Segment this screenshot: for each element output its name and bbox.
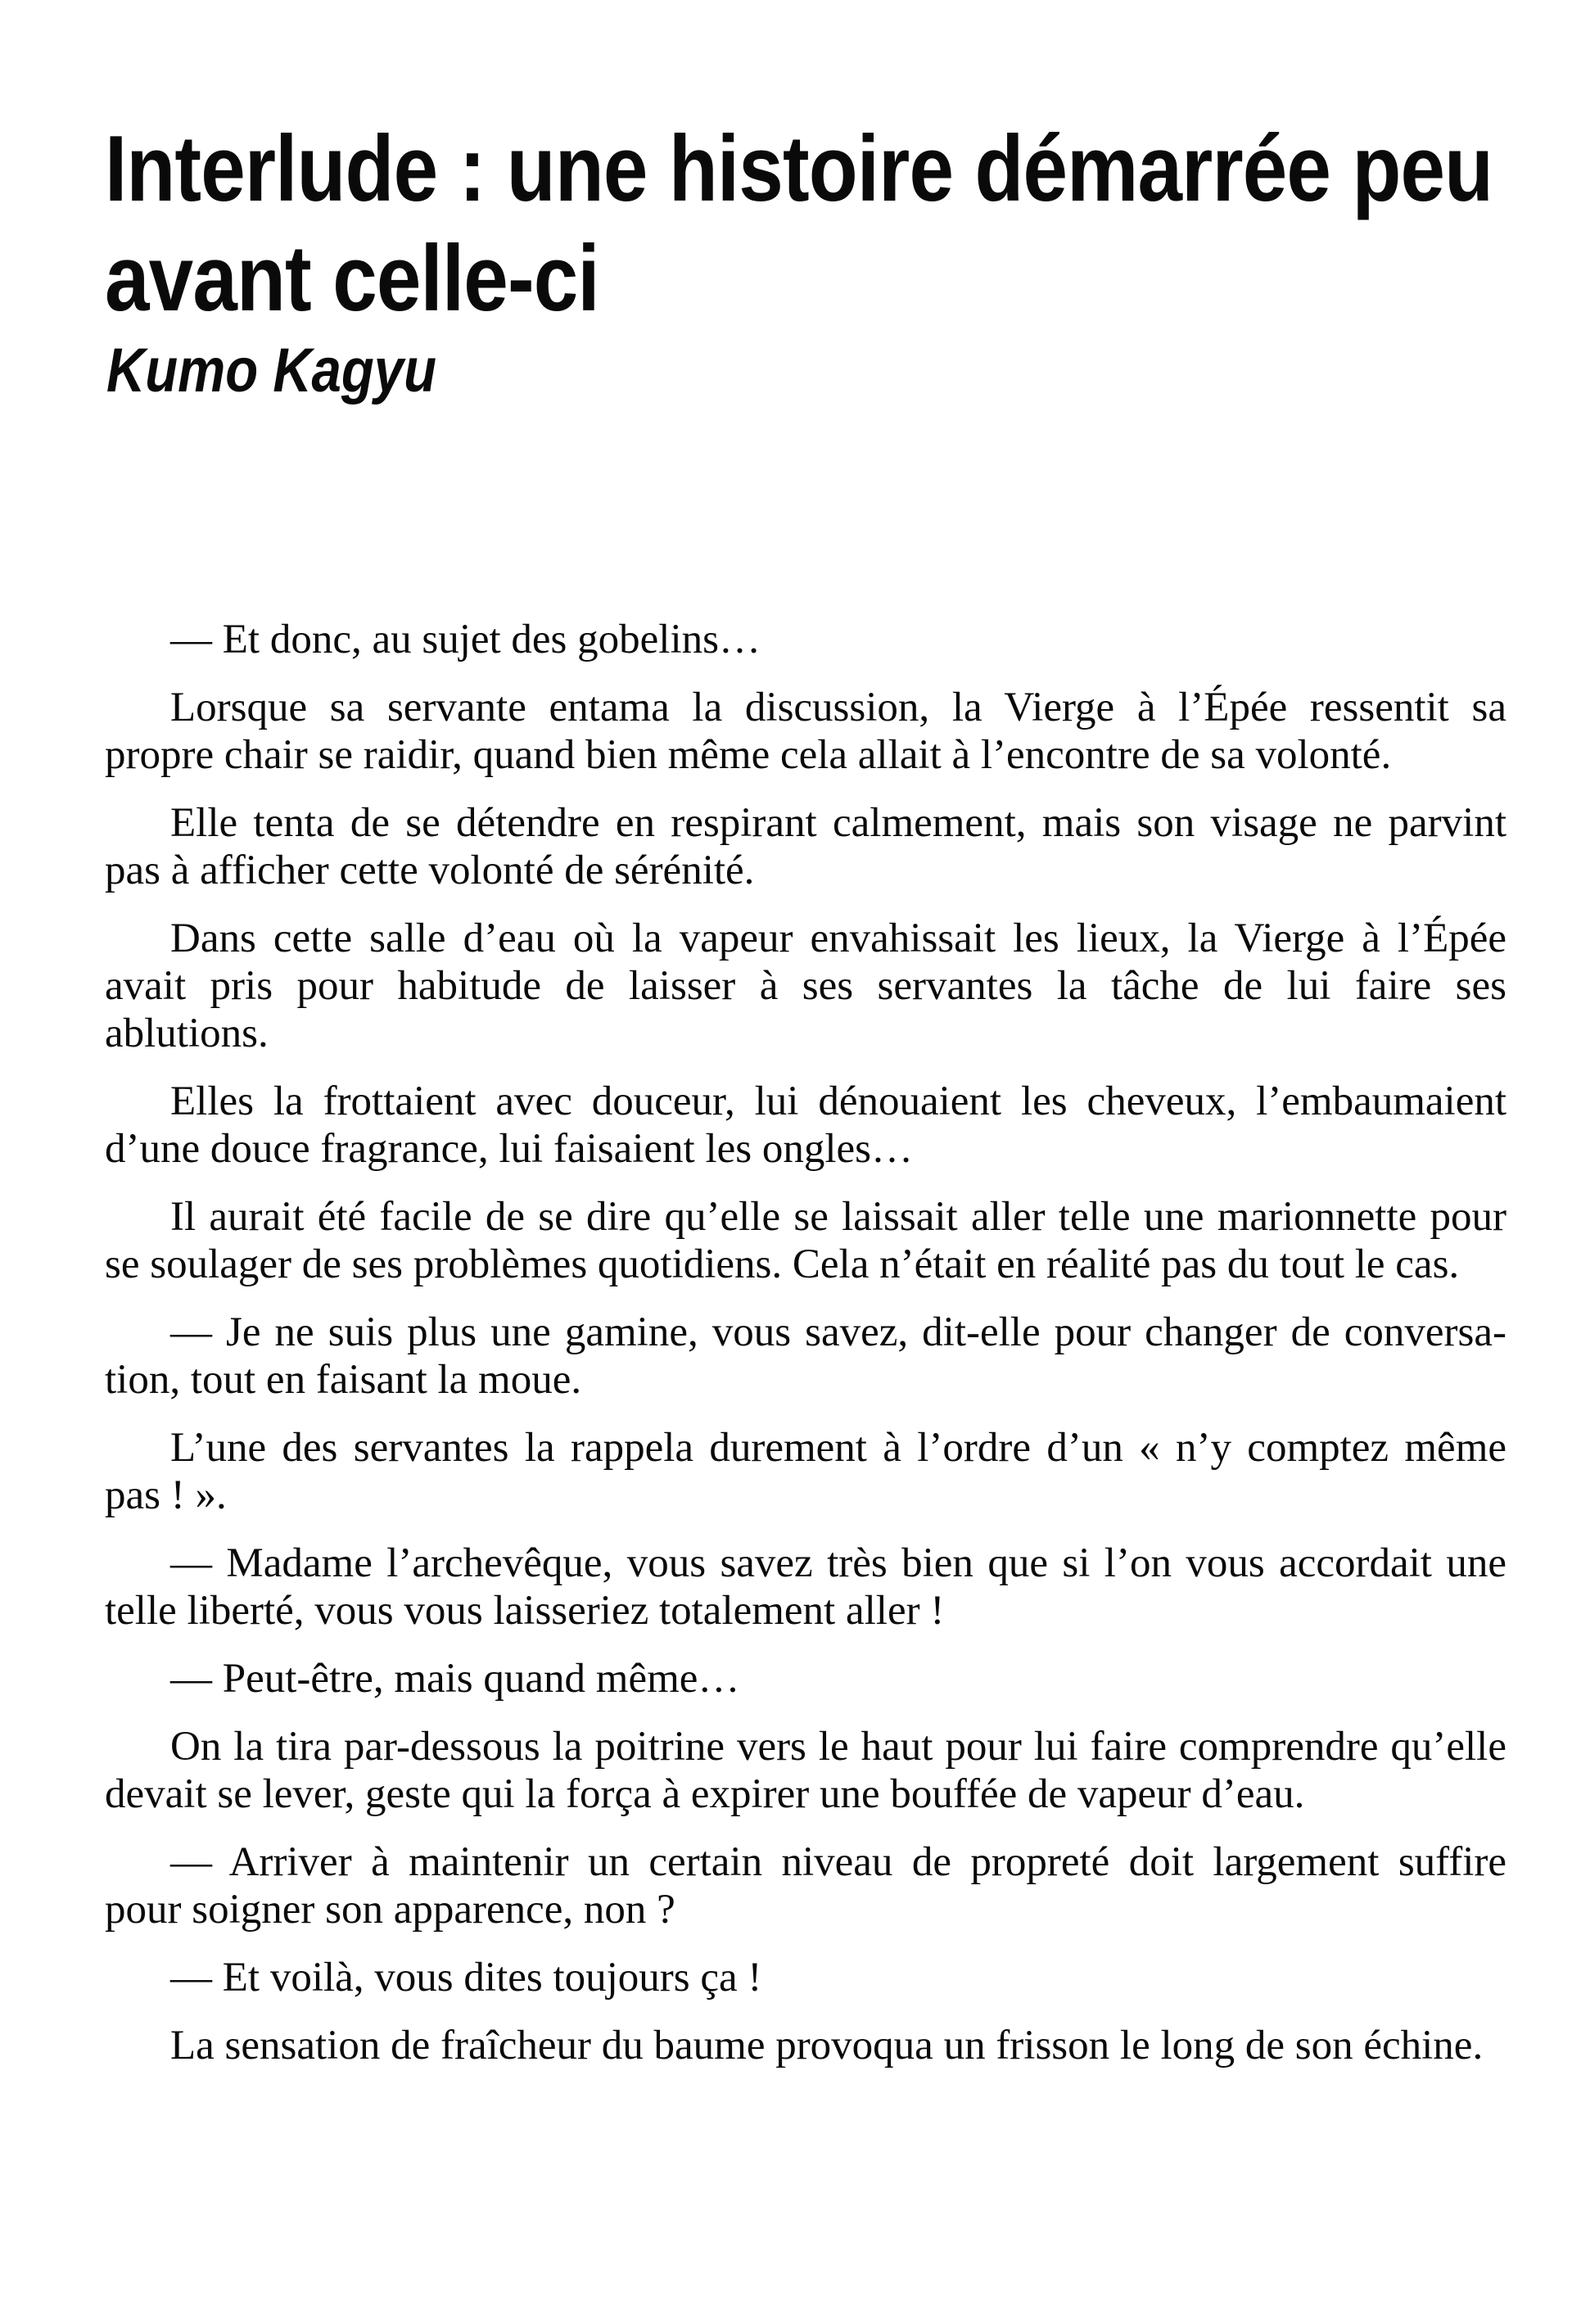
chapter-title — [105, 115, 1493, 334]
paragraph — [105, 1838, 1506, 1933]
text-line: — Madame l’archevêque, vous savez très bien que si l’on vous accordait une — [170, 1540, 1506, 1586]
paragraph — [105, 1723, 1506, 1818]
text-line: d’une douce fragrance, lui faisaient les ongles… — [105, 1126, 914, 1172]
text-line: Dans cette salle d’eau où la vapeur envahissait les lieux, la Vierge à l’Épée — [170, 916, 1506, 961]
text-line: propre chair se raidir, quand bien même cela allait à l’encontre de sa volonté. — [105, 732, 1392, 778]
text-line: pas ! ». — [105, 1472, 227, 1518]
paragraph — [105, 2022, 1506, 2069]
text-line: — Peut-être, mais quand même… — [170, 1656, 740, 1702]
text-line: Lorsque sa servante entama la discussion, la Vierge à l’Épée ressentit sa — [170, 685, 1506, 730]
paragraph — [105, 1540, 1506, 1634]
text-line: — Je ne suis plus une gamine, vous savez, dit-elle pour changer de conversa- — [170, 1309, 1506, 1355]
text-line: telle liberté, vous vous laisseriez totalement aller ! — [105, 1588, 945, 1634]
paragraph — [105, 1655, 1506, 1702]
text-line: L’une des servantes la rappela durement à l’ordre d’un « n’y comptez même — [170, 1425, 1506, 1471]
text-line: ablutions. — [105, 1011, 269, 1056]
chapter-title-line: avant celle-ci — [105, 227, 599, 331]
text-line: devait se lever, geste qui la força à expirer une bouffée de vapeur d’eau. — [105, 1771, 1305, 1817]
text-line: — Arriver à maintenir un certain niveau de propreté doit largement suffire — [170, 1839, 1506, 1885]
text-line: Elle tenta de se détendre en respirant calmement, mais son visage ne parvint — [170, 800, 1506, 846]
text-line: tion, tout en faisant la moue. — [105, 1357, 582, 1403]
paragraph — [105, 1954, 1506, 2001]
text-line: avait pris pour habitude de laisser à ses servantes la tâche de lui faire ses — [105, 963, 1506, 1009]
body-text — [105, 616, 1506, 2090]
text-line: Elles la frottaient avec douceur, lui dénouaient les cheveux, l’embaumaient — [170, 1078, 1506, 1124]
paragraph — [105, 1078, 1506, 1173]
text-line: — Et voilà, vous dites toujours ça ! — [170, 1955, 762, 2001]
paragraph — [105, 1309, 1506, 1404]
text-line: On la tira par-dessous la poitrine vers le haut pour lui faire comprendre qu’elle — [170, 1724, 1506, 1770]
text-line: pas à afficher cette volonté de sérénité. — [105, 848, 755, 893]
paragraph — [105, 1424, 1506, 1519]
chapter-title-line: Interlude : une histoire démarrée peu — [105, 117, 1493, 221]
paragraph — [105, 799, 1506, 894]
paragraph — [105, 684, 1506, 779]
author-name: Kumo Kagyu — [106, 336, 437, 405]
text-line: La sensation de fraîcheur du baume provoqua un frisson le long de son échine. — [170, 2023, 1484, 2069]
text-line: pour soigner son apparence, non ? — [105, 1887, 675, 1933]
paragraph — [105, 915, 1506, 1057]
text-line: se soulager de ses problèmes quotidiens. Cela n’était en réalité pas du tout le cas. — [105, 1241, 1460, 1287]
text-line: — Et donc, au sujet des gobelins… — [170, 617, 761, 662]
paragraph — [105, 1193, 1506, 1288]
text-line: Il aurait été facile de se dire qu’elle se laissait aller telle une marionnette pour — [170, 1194, 1506, 1240]
paragraph — [105, 616, 1506, 663]
